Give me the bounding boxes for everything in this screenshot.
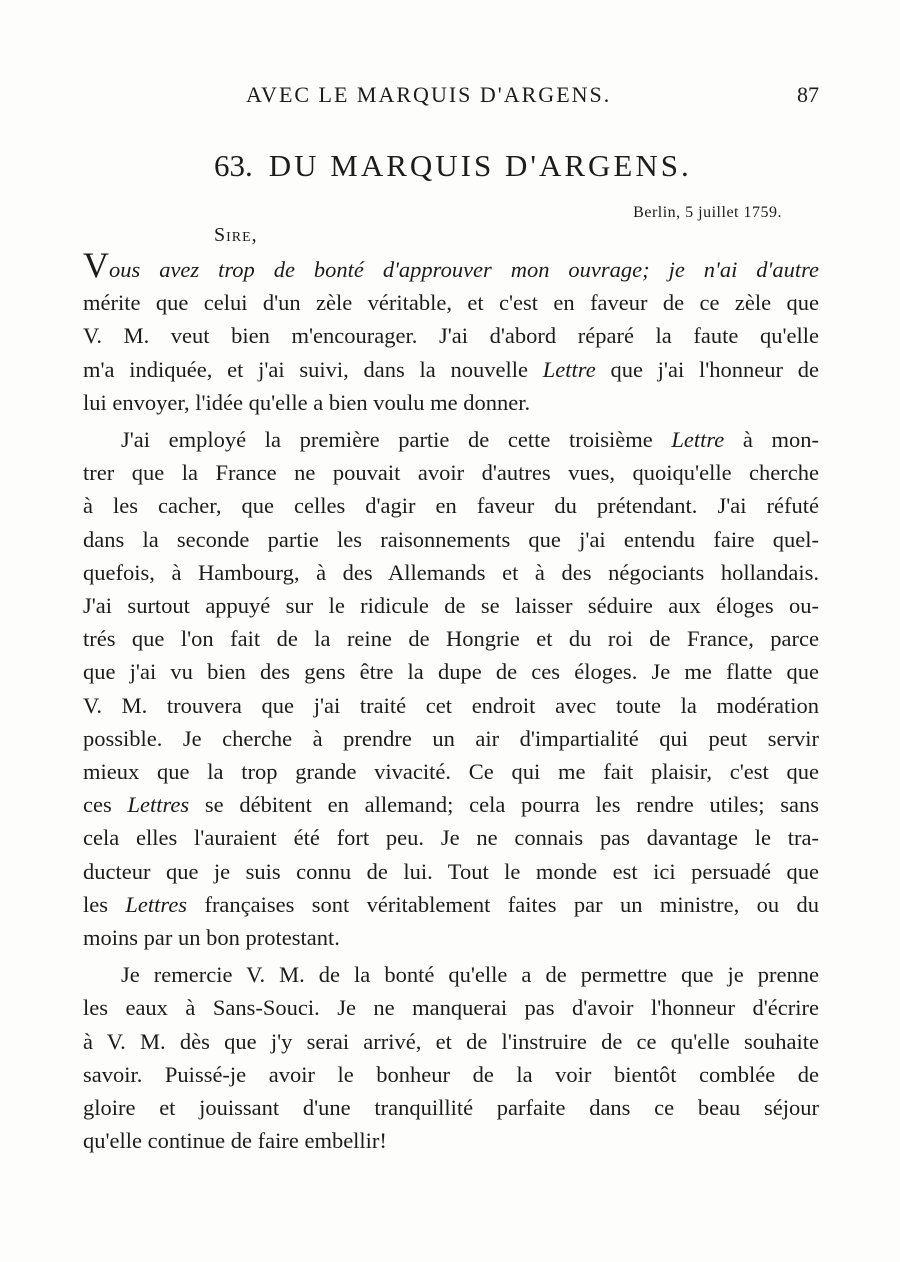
text-segment: J'ai surtout appuyé sur le ridicule de se laisser séduire aux éloges ou- xyxy=(83,593,819,619)
text-line xyxy=(83,556,819,589)
text-line xyxy=(83,423,819,456)
italic-term: Lettre xyxy=(671,427,725,453)
text-line xyxy=(83,958,819,991)
drop-cap: V xyxy=(83,245,109,285)
text-line xyxy=(83,1124,819,1157)
text-line xyxy=(83,755,819,788)
running-head xyxy=(0,82,900,112)
text-line xyxy=(83,921,819,954)
text-segment: gloire et jouissant d'une tranquillité parfaite dans ce beau séjour xyxy=(83,1095,819,1121)
text-segment: ducteur que je suis connu de lui. Tout le monde est ici persuadé que xyxy=(83,858,819,884)
text-segment: que j'ai vu bien des gens être la dupe de ces éloges. Je me flatte que xyxy=(83,659,819,685)
italic-term: Lettres xyxy=(127,792,190,818)
text-line xyxy=(83,1091,819,1124)
text-segment: à mon- xyxy=(724,427,819,453)
text-line xyxy=(83,386,819,419)
text-line xyxy=(83,655,819,688)
letter-body xyxy=(83,245,820,1157)
text-segment: cela elles l'auraient été fort peu. Je ne connais pas davantage le tra- xyxy=(83,825,819,851)
text-line xyxy=(83,245,819,286)
text-segment: Je remercie V. M. de la bonté qu'elle a de permettre que je prenne xyxy=(121,962,819,988)
text-line xyxy=(83,821,819,854)
text-segment: trer que la France ne pouvait avoir d'autres vues, quoiqu'elle cherche xyxy=(83,460,819,486)
text-segment: J'ai employé la première partie de cette troisième xyxy=(121,427,672,453)
text-segment: à V. M. dès que j'y serai arrivé, et de l'instruire de ce qu'elle souhaite xyxy=(83,1028,819,1054)
text-segment: mieux que la trop grande vivacité. Ce qui me fait plaisir, c'est que xyxy=(83,759,819,785)
text-line xyxy=(83,622,819,655)
letter-title: DU MARQUIS D'ARGENS. xyxy=(268,148,692,183)
text-segment: V. M. veut bien m'encourager. J'ai d'abord réparé la faute qu'elle xyxy=(83,323,819,349)
text-segment: françaises sont véritablement faites par un ministre, ou du xyxy=(187,891,820,917)
italic-term: ous avez trop de bonté d'approuver mon ouvrage; je n'ai d'autre xyxy=(109,257,819,282)
text-line xyxy=(83,991,819,1024)
text-line xyxy=(83,286,819,319)
text-line xyxy=(83,589,819,622)
text-line xyxy=(83,523,819,556)
dateline: Berlin, 5 juillet 1759. xyxy=(633,204,782,221)
text-segment: m'a indiquée, et j'ai suivi, dans la nouvelle xyxy=(83,356,543,382)
text-line xyxy=(83,1058,819,1091)
text-line xyxy=(83,722,819,755)
text-line xyxy=(83,788,819,821)
paragraph xyxy=(83,245,819,419)
running-head-title: AVEC LE MARQUIS D'ARGENS. xyxy=(246,82,612,107)
letter-heading xyxy=(214,148,692,184)
text-line xyxy=(83,1025,819,1058)
text-line xyxy=(83,855,819,888)
text-segment: se débitent en allemand; cela pourra les rendre utiles; sans xyxy=(189,792,819,818)
text-segment: lui envoyer, l'idée qu'elle a bien voulu me donner. xyxy=(83,389,531,415)
text-segment: mérite que celui d'un zèle véritable, et c'est en faveur de ce zèle que xyxy=(83,290,819,316)
text-line xyxy=(83,319,819,352)
text-segment: quefois, à Hambourg, à des Allemands et à des négociants hollandais. xyxy=(83,559,819,585)
letter-number: 63. xyxy=(214,148,253,183)
text-segment: V. M. trouvera que j'ai traité cet endroit avec toute la modération xyxy=(83,692,819,718)
italic-term: Lettre xyxy=(542,356,596,382)
text-line xyxy=(83,888,819,921)
text-segment: à les cacher, que celles d'agir en faveur du prétendant. J'ai réfuté xyxy=(83,493,819,519)
page-number: 87 xyxy=(797,82,819,107)
text-segment: moins par un bon protestant. xyxy=(83,925,340,951)
text-segment: que j'ai l'honneur de xyxy=(595,356,819,382)
paragraph xyxy=(83,423,819,954)
text-segment: dans la seconde partie les raisonnements que j'ai entendu faire quel- xyxy=(83,526,819,552)
text-line xyxy=(83,456,819,489)
text-segment: ces xyxy=(83,792,128,818)
text-segment: les eaux à Sans-Souci. Je ne manquerai pas d'avoir l'honneur d'écrire xyxy=(83,995,819,1021)
text-line xyxy=(83,353,819,386)
text-segment: possible. Je cherche à prendre un air d'impartialité qui peut servir xyxy=(83,725,819,751)
italic-term: Lettres xyxy=(125,891,188,917)
paragraph xyxy=(83,958,819,1157)
text-line xyxy=(83,489,819,522)
salutation: Sire, xyxy=(214,224,258,246)
text-segment: trés que l'on fait de la reine de Hongrie et du roi de France, parce xyxy=(83,626,819,652)
text-segment: savoir. Puissé-je avoir le bonheur de la voir bientôt comblée de xyxy=(83,1061,819,1087)
text-line xyxy=(83,689,819,722)
text-segment: qu'elle continue de faire embellir! xyxy=(83,1128,387,1154)
text-segment: les xyxy=(83,891,126,917)
